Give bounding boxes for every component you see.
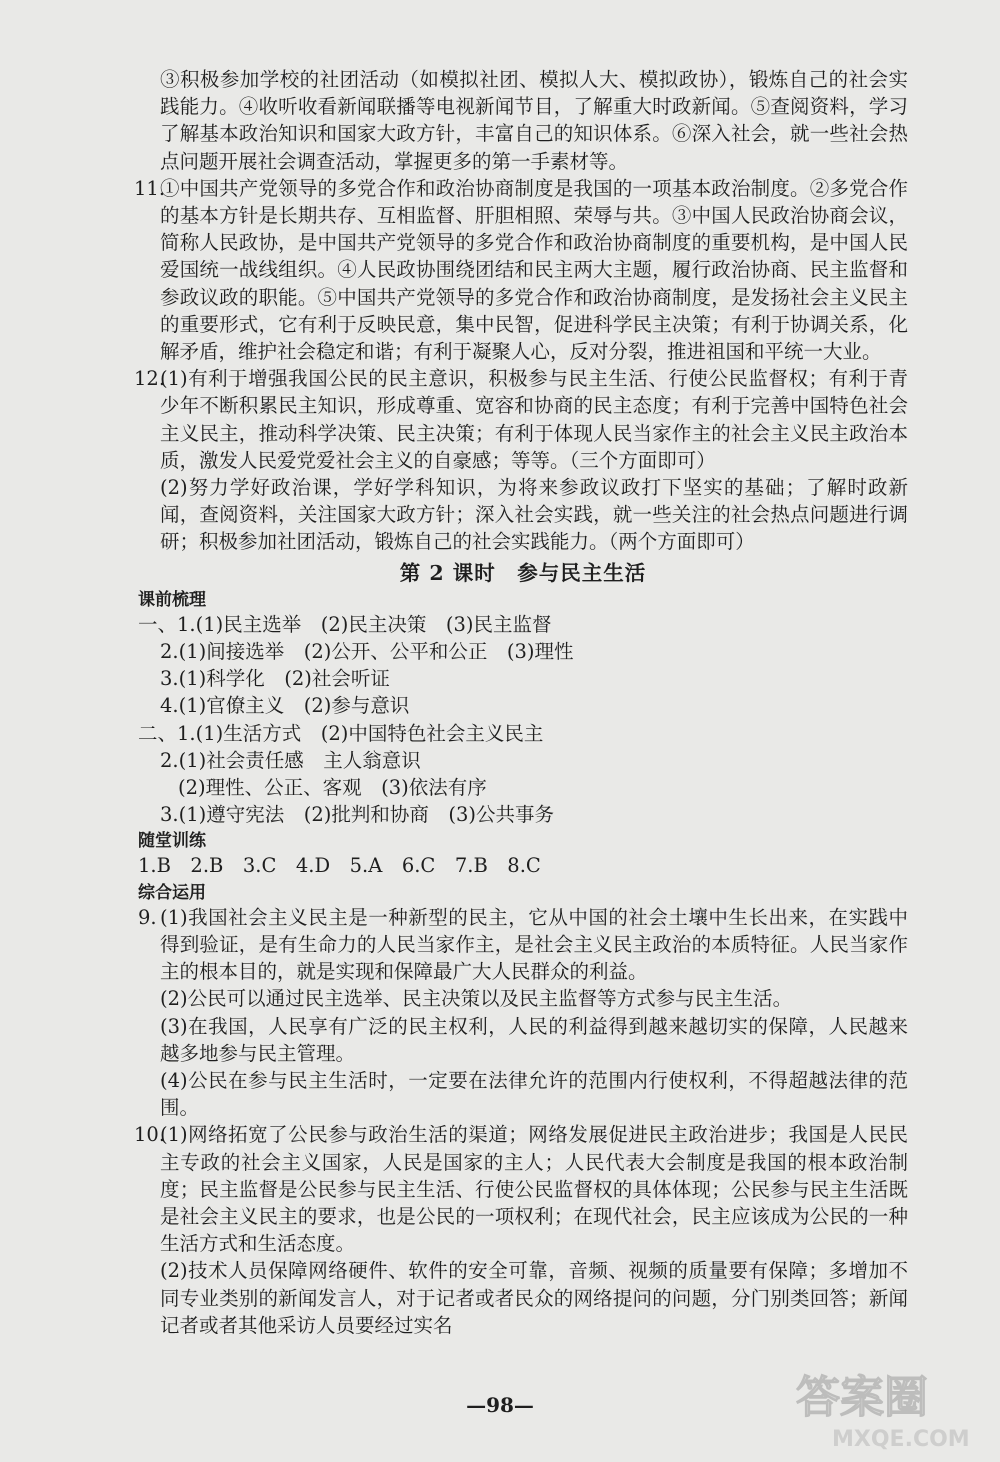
preview-answer-row: 3.(1)遵守宪法 (2)批判和协商 (3)公共事务 <box>160 803 554 827</box>
preview-answer-row: 2.(1)间接选举 (2)公开、公平和公正 (3)理性 <box>160 640 574 664</box>
question-number: 12. <box>134 367 166 391</box>
question-number: 9. <box>138 905 157 929</box>
preview-answer-row: 二、1.(1)生活方式 (2)中国特色社会主义民主 <box>138 721 544 745</box>
question-9 <box>138 904 908 1122</box>
section-heading-application: 综合运用 <box>138 882 206 903</box>
question-9-part: (1)我国社会主义民主是一种新型的民主，它从中国的社会土壤中生长出来，在实践中得到验证，是有生命力的人民当家作主，是社会主义民主政治的本质特征。人民当家作主的根本目的，就是实现和保障最广大人民群众的利益。 <box>160 905 908 984</box>
question-12-body <box>160 365 908 555</box>
preview-answer-row: 2.(1)社会责任感 主人翁意识 <box>160 748 421 772</box>
section-heading-preview: 课前梳理 <box>138 589 206 610</box>
question-12-part-2: (2)努力学好政治课，学好学科知识，为将来参政议政打下坚实的基础；了解时政新闻，查阅资料，关注国家大政方针；深入社会实践，就一些关注的社会热点问题进行调研；积极参加社团活动，锻炼自己的社会实践能力。（两个方面即可） <box>160 476 908 554</box>
question-11-answer: ①中国共产党领导的多党合作和政治协商制度是我国的一项基本政治制度。②多党合作的基本方针是长期共存、互相监督、肝胆相照、荣辱与共。③中国人民政治协商会议，简称人民政协，是中国共产党领导的多党合作和政治协商制度的重要机构，是中国人民爱国统一战线组织。④人民政协围绕团结和民主两大主题，履行政治协商、民主监督和参政议政的职能。⑤中国共产党领导的多党合作和政治协商制度，是发扬社会主义民主的重要形式，它有利于反映民意，集中民智，促进科学民主决策；有利于协调关系，化解矛盾，维护社会稳定和谐；有利于凝聚人心，反对分裂，推进祖国和平统一大业。 <box>160 176 908 364</box>
watermark-sub-text: MXQE.COM <box>832 1427 970 1452</box>
question-number: 11. <box>134 176 166 200</box>
question-9-part: (3)在我国，人民享有广泛的民主权利，人民的利益得到越来越切实的保障，人民越来越多地参与民主管理。 <box>160 1014 908 1065</box>
question-12-part-1: (1)有利于增强我国公民的民主意识，积极参与民主生活、行使公民监督权；有利于青少年不断积累民主知识，形成尊重、宽容和协商的民主态度；有利于完善中国特色社会主义民主，推动科学决策、民主决策；有利于体现人民当家作主的社会主义民主政治本质，激发人民爱党爱社会主义的自豪感；等等。（三个方面即可） <box>160 367 908 472</box>
section-heading-practice: 随堂训练 <box>138 831 206 852</box>
preview-answer-list <box>138 611 908 829</box>
question-10 <box>134 1121 908 1339</box>
site-watermark-logo <box>792 1362 982 1454</box>
question-9-part: (2)公民可以通过民主选举、民主决策以及民主监督等方式参与民主生活。 <box>160 987 793 1011</box>
watermark-main-text: 答案圈 <box>796 1372 928 1423</box>
preview-answer-row: 4.(1)官僚主义 (2)参与意识 <box>160 694 410 718</box>
question-12 <box>134 365 908 555</box>
question-9-body <box>160 904 908 1122</box>
question-11 <box>134 175 908 365</box>
continued-answer-paragraph: ③积极参加学校的社团活动（如模拟社团、模拟人大、模拟政协），锻炼自己的社会实践能力。④收听收看新闻联播等电视新闻节目，了解重大时政新闻。⑤查阅资料，学习了解基本政治知识和国家大政方针，丰富自己的知识体系。⑥深入社会，就一些社会热点问题开展社会调查活动，掌握更多的第一手素材等。 <box>160 68 908 173</box>
preview-answer-row: 一、1.(1)民主选举 (2)民主决策 (3)民主监督 <box>138 612 552 636</box>
question-number: 10. <box>134 1123 166 1147</box>
preview-answer-row: (2)理性、公正、客观 (3)依法有序 <box>178 776 487 800</box>
lesson-title: 第 2 课时 参与民主生活 <box>399 560 647 585</box>
answer-content <box>134 66 908 1339</box>
page-number: —98— <box>466 1393 534 1417</box>
preview-answer-row: 3.(1)科学化 (2)社会听证 <box>160 667 390 691</box>
practice-answers: 1.B 2.B 3.C 4.D 5.A 6.C 7.B 8.C <box>138 854 541 878</box>
question-9-part: (4)公民在参与民主生活时，一定要在法律允许的范围内行使权利，不得超越法律的范围。 <box>160 1068 908 1120</box>
question-10-part: (1)网络拓宽了公民参与政治生活的渠道；网络发展促进民主政治进步；我国是人民民主专政的社会主义国家，人民是国家的主人；人民代表大会制度是我国的根本政治制度；民主监督是公民参与民主生活、行使公民监督权的具体体现；公民参与民主生活既是社会主义民主的要求，也是公民的一项权利；在现代社会，民主应该成为公民的一种生活方式和生活态度。 <box>160 1123 908 1256</box>
question-10-body <box>160 1121 908 1339</box>
question-10-part: (2)技术人员保障网络硬件、软件的安全可靠，音频、视频的质量要有保障；多增加不同专业类别的新闻发言人，对于记者或者民众的网络提问的问题，分门别类回答；新闻记者或者其他采访人员要经过实名 <box>160 1259 908 1337</box>
